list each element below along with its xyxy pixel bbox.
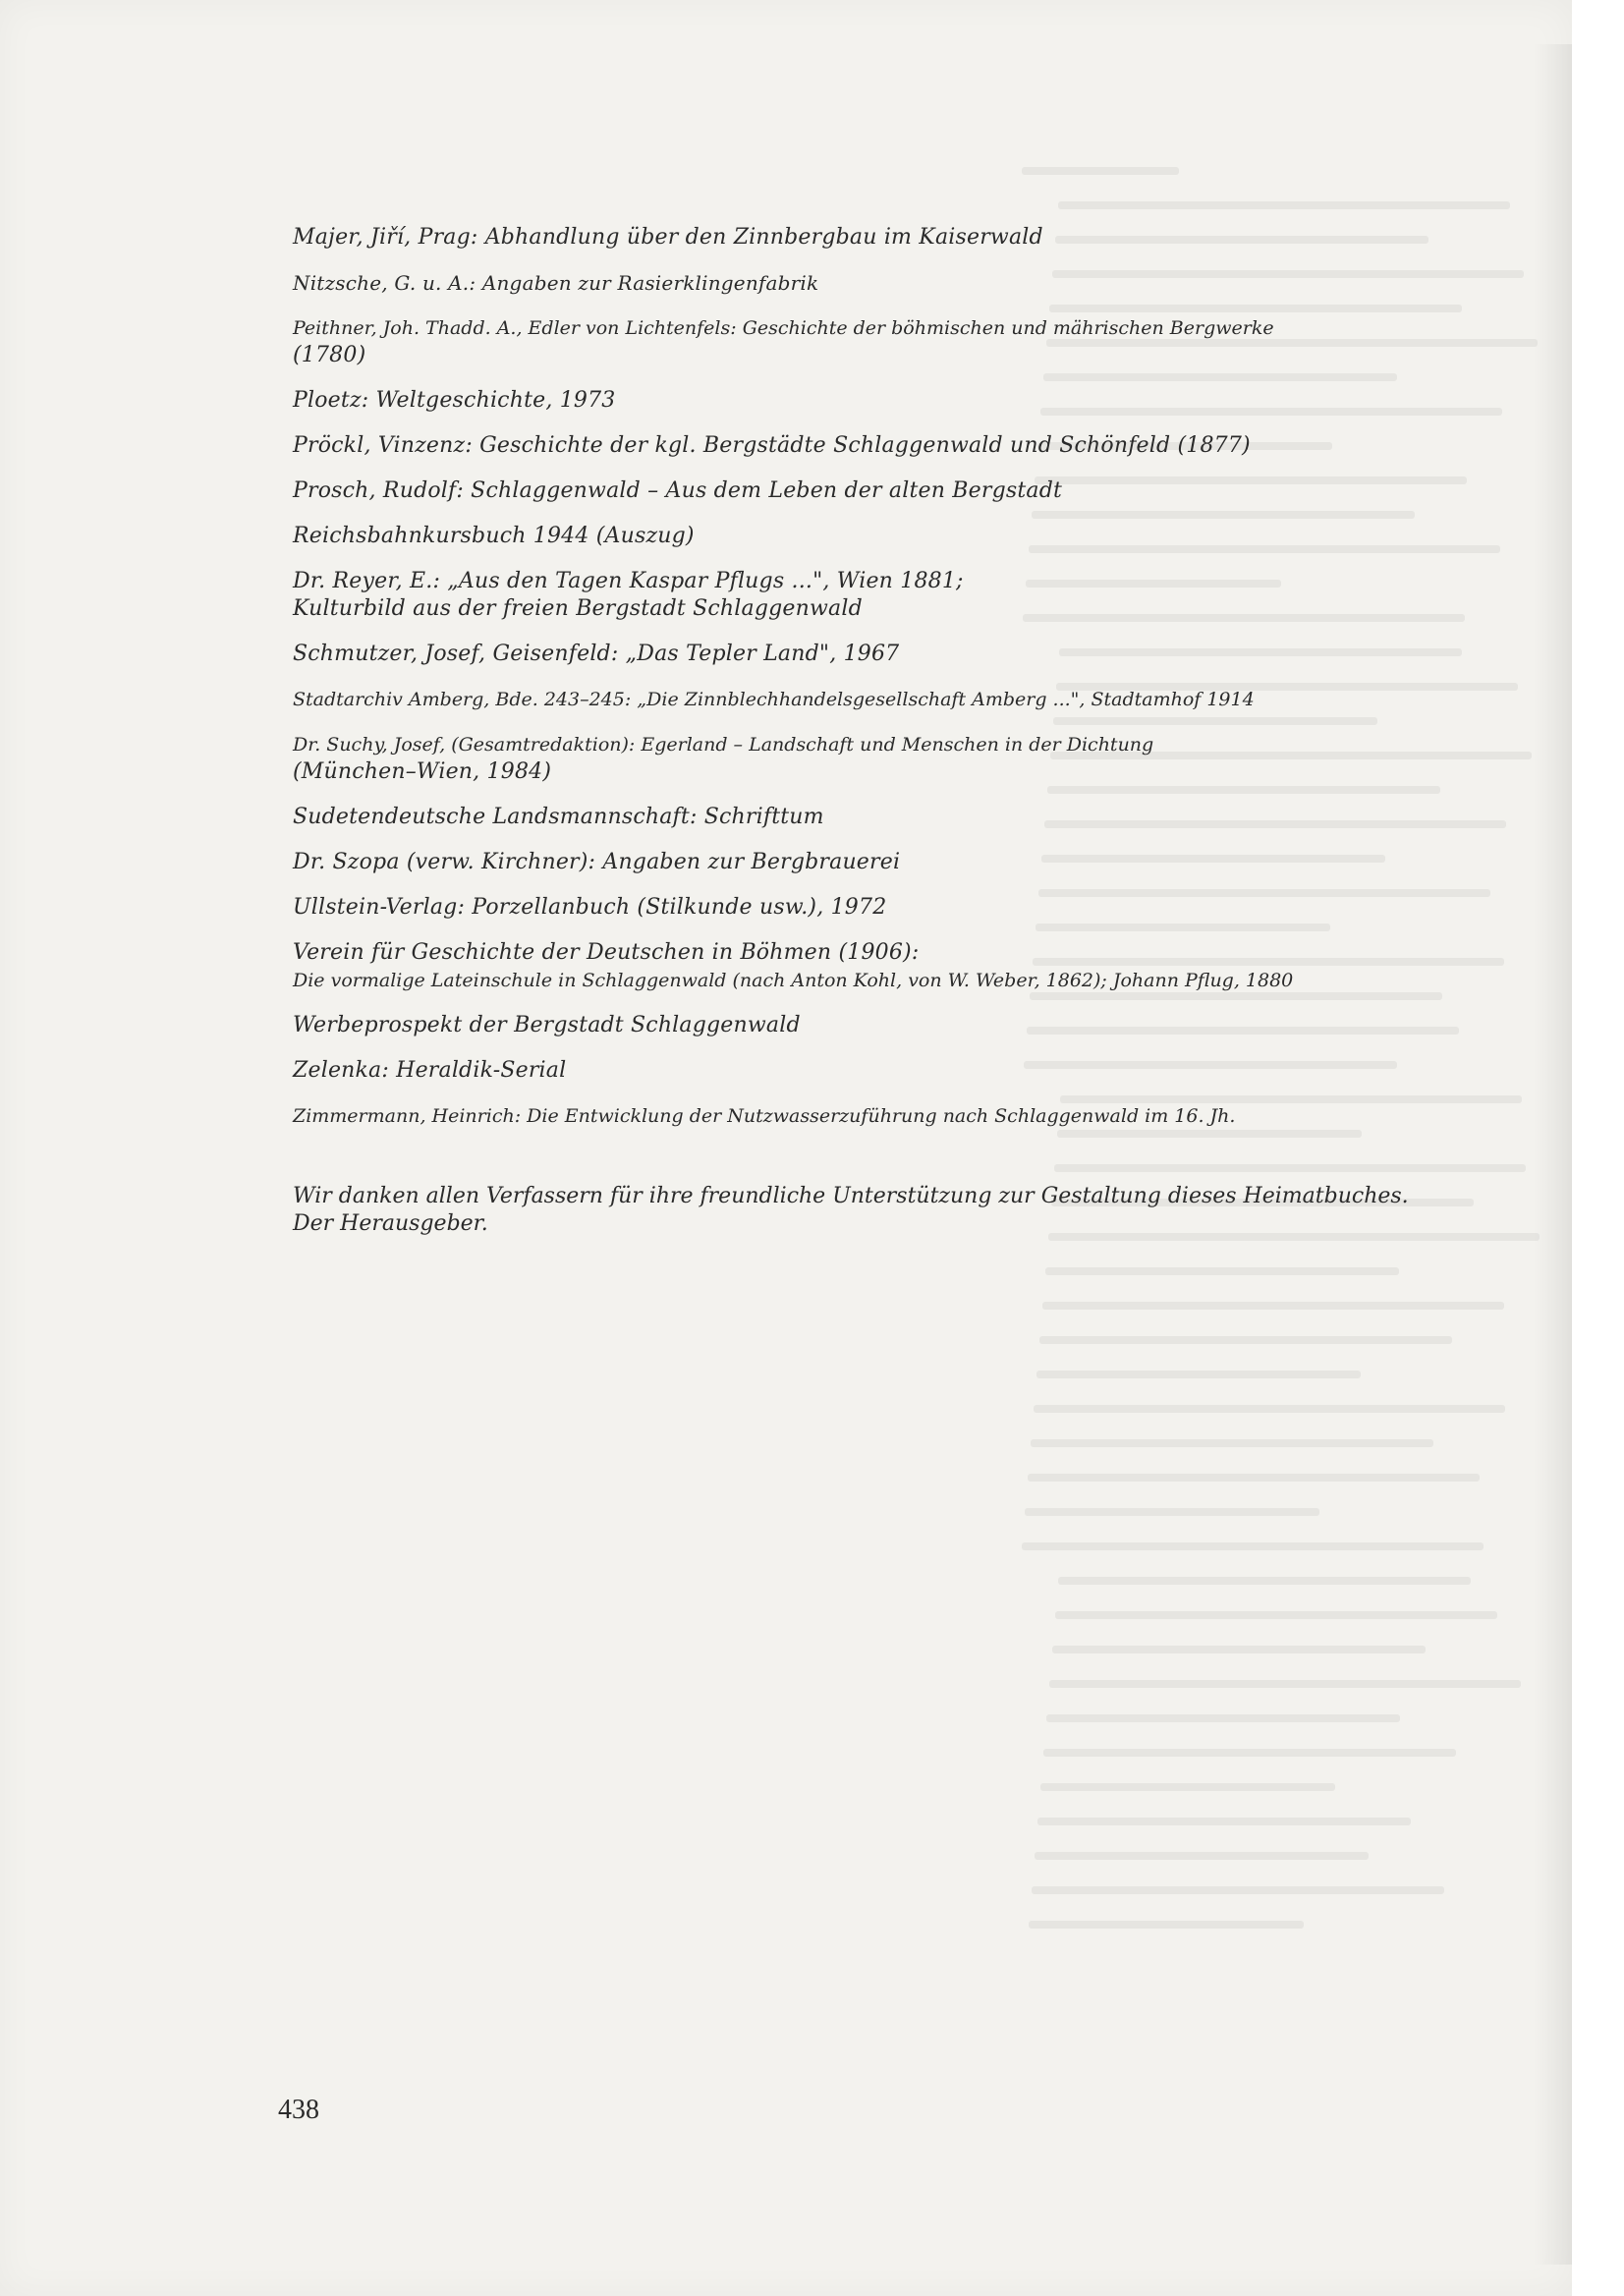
entry-line: Zelenka: Heraldik-Serial <box>293 1058 567 1083</box>
bibliography-entry <box>293 731 1540 786</box>
bleed-through-line <box>1055 1611 1497 1619</box>
bibliography-list <box>293 224 1540 1238</box>
entry-line: Majer, Jiří, Prag: Abhandlung über den Zinnbergbau im Kaiserwald <box>293 225 1043 250</box>
bleed-through-line <box>1049 1680 1521 1688</box>
bleed-through-line <box>1035 1852 1369 1860</box>
entry-line: Dr. Suchy, Josef, (Gesamtredaktion): Egerland – Landschaft und Menschen in der Dichtung <box>293 734 1154 756</box>
entry-line: Pröckl, Vinzenz: Geschichte der kgl. Bergstädte Schlaggenwald und Schönfeld (1877) <box>293 433 1251 458</box>
bibliography-entry <box>293 804 1540 831</box>
bleed-through-line <box>1022 167 1179 175</box>
entry-line: Verein für Geschichte der Deutschen in Böhmen (1906): <box>293 940 920 965</box>
bleed-through-line <box>1029 1921 1304 1929</box>
bibliography-entry <box>293 1057 1540 1085</box>
entry-line: Ploetz: Weltgeschichte, 1973 <box>293 388 616 413</box>
bibliography-entry <box>293 939 1540 994</box>
acknowledgement-line: Wir danken allen Verfassern für ihre freundliche Unterstützung zur Gestaltung dieses Heimatbuches. <box>293 1184 1409 1208</box>
entry-line: Prosch, Rudolf: Schlaggenwald – Aus dem Leben der alten Bergstadt <box>293 478 1063 503</box>
entry-line: Zimmermann, Heinrich: Die Entwicklung der Nutzwasserzuführung nach Schlaggenwald im 16. Jh. <box>293 1105 1236 1127</box>
entry-line: Werbeprospekt der Bergstadt Schlaggenwald <box>293 1013 801 1037</box>
bleed-through-line <box>1045 1267 1399 1275</box>
bleed-through-line <box>1058 201 1510 209</box>
bleed-through-line <box>1040 1783 1335 1791</box>
page-number: 438 <box>278 2095 319 2125</box>
entry-line: Kulturbild aus der freien Bergstadt Schlaggenwald <box>293 596 863 621</box>
bleed-through-line <box>1039 1336 1452 1344</box>
bleed-through-line <box>1036 1371 1361 1378</box>
bibliography-entry <box>293 224 1540 252</box>
bibliography-entry <box>293 477 1540 505</box>
bibliography-entry <box>293 269 1540 297</box>
entry-line: (1780) <box>293 343 366 367</box>
bibliography-entry <box>293 894 1540 922</box>
bleed-through-line <box>1052 1646 1426 1653</box>
bibliography-entry <box>293 686 1540 713</box>
entry-line: Die vormalige Lateinschule in Schlaggenwald (nach Anton Kohl, von W. Weber, 1862); Johann Pflug, 1880 <box>293 970 1294 991</box>
publisher-signature: Der Herausgeber. <box>293 1211 488 1236</box>
entry-line: Sudetendeutsche Landsmannschaft: Schrifttum <box>293 805 824 829</box>
bibliography-entry <box>293 1102 1540 1130</box>
bibliography-entry <box>293 641 1540 668</box>
entry-line: Peithner, Joh. Thadd. A., Edler von Lichtenfels: Geschichte der böhmischen und mährischen Bergwerke <box>293 317 1274 339</box>
entry-line: Ullstein-Verlag: Porzellanbuch (Stilkunde usw.), 1972 <box>293 895 887 920</box>
bleed-through-line <box>1042 1302 1504 1310</box>
bleed-through-line <box>1043 1749 1456 1757</box>
entry-line: Schmutzer, Josef, Geisenfeld: „Das Tepler Land", 1967 <box>293 642 900 666</box>
bleed-through-line <box>1034 1405 1505 1413</box>
bibliography-entry <box>293 849 1540 876</box>
entry-line: Reichsbahnkursbuch 1944 (Auszug) <box>293 524 695 548</box>
entry-line: Dr. Szopa (verw. Kirchner): Angaben zur Bergbrauerei <box>293 850 901 874</box>
bleed-through-line <box>1032 1886 1444 1894</box>
bleed-through-line <box>1046 1714 1400 1722</box>
bibliography-entry <box>293 387 1540 415</box>
bibliography-entry <box>293 314 1540 369</box>
entry-line: (München–Wien, 1984) <box>293 759 552 784</box>
bleed-through-line <box>1058 1577 1471 1585</box>
bibliography-entry <box>293 1012 1540 1039</box>
bibliography-entry <box>293 432 1540 460</box>
bleed-through-line <box>1022 1542 1484 1550</box>
bleed-through-line <box>1028 1474 1480 1482</box>
entry-line: Dr. Reyer, E.: „Aus den Tagen Kaspar Pflugs ...", Wien 1881; <box>293 569 964 593</box>
bibliography-entry <box>293 568 1540 623</box>
entry-line: Nitzsche, G. u. A.: Angaben zur Rasierklingenfabrik <box>293 271 819 295</box>
bibliography-entry <box>293 523 1540 550</box>
bleed-through-line <box>1037 1818 1411 1825</box>
bleed-through-line <box>1025 1508 1319 1516</box>
bleed-through-line <box>1031 1439 1433 1447</box>
entry-line: Stadtarchiv Amberg, Bde. 243–245: „Die Zinnblechhandelsgesellschaft Amberg ...", Stadtamhof 1914 <box>293 689 1255 710</box>
acknowledgement <box>293 1183 1540 1238</box>
